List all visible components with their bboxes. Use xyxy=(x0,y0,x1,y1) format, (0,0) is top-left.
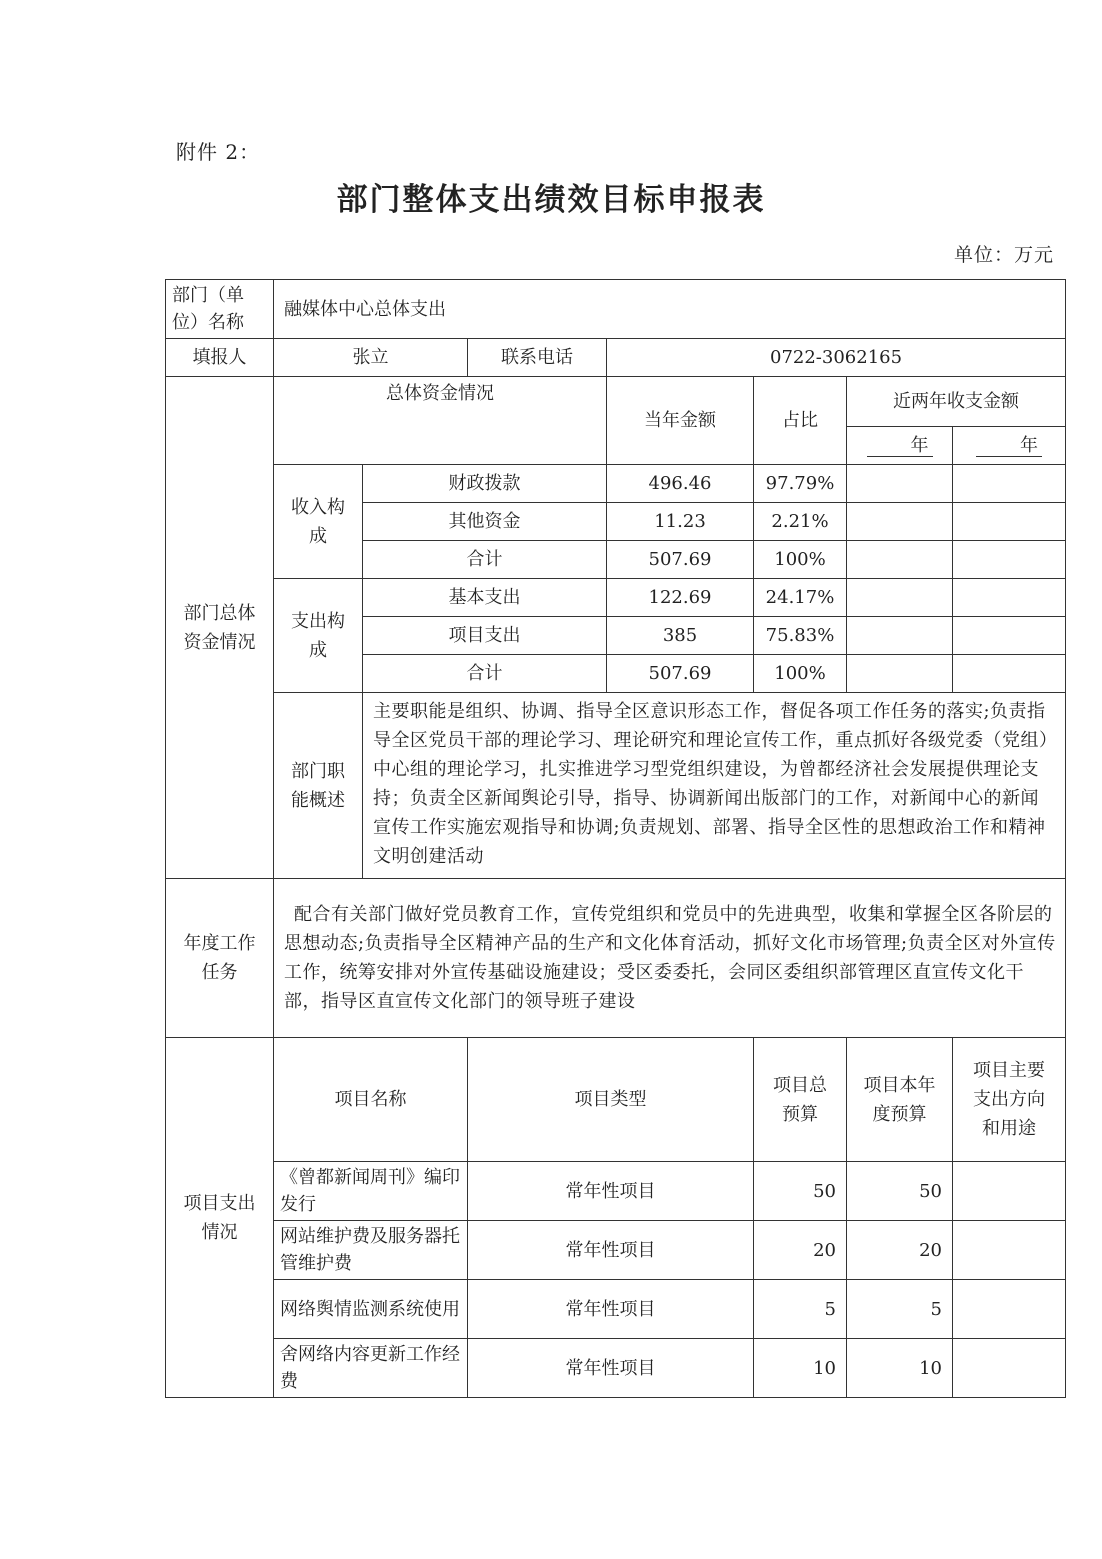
year-cell-1 xyxy=(847,427,953,465)
income-total-ratio: 100% xyxy=(754,541,847,579)
functions-label: 部门职能概述 xyxy=(274,693,363,879)
project-annual: 20 xyxy=(847,1221,953,1280)
functions-row xyxy=(166,693,1066,879)
expense-row xyxy=(166,579,1066,617)
projects-header-annual: 项目本年度预算 xyxy=(847,1038,953,1162)
recent-cell xyxy=(953,617,1066,655)
income-row xyxy=(166,465,1066,503)
project-name: 网络舆情监测系统使用 xyxy=(274,1280,468,1339)
annual-tasks-text: 配合有关部门做好党员教育工作，宣传党组织和党员中的先进典型，收集和掌握全区各阶层的思想动态;负责指导全区精神产品的生产和文化体育活动，抓好文化市场管理;负责全区对外宣传工作，统筹安排对外宣传基础设施建设；受区委委托，会同区委组织部管理区直宣传文化干部，指导区直宣传文化部门的领导班子建设 xyxy=(274,879,1066,1038)
year-suffix-2: 年 xyxy=(976,436,1042,457)
project-row xyxy=(166,1339,1066,1398)
project-purpose xyxy=(953,1280,1066,1339)
income-total-amount: 507.69 xyxy=(607,541,754,579)
project-row xyxy=(166,1280,1066,1339)
attachment-label: 附件 2： xyxy=(176,140,261,164)
annual-tasks-row xyxy=(166,879,1066,1038)
recent-cell xyxy=(847,655,953,693)
project-purpose xyxy=(953,1162,1066,1221)
income-name: 其他资金 xyxy=(363,503,607,541)
income-ratio: 2.21% xyxy=(754,503,847,541)
year-suffix-1: 年 xyxy=(867,436,933,457)
unit-label: 单位：万元 xyxy=(953,244,1054,266)
project-type: 常年性项目 xyxy=(468,1221,754,1280)
project-row xyxy=(166,1162,1066,1221)
project-purpose xyxy=(953,1221,1066,1280)
expense-name: 项目支出 xyxy=(363,617,607,655)
recent-cell xyxy=(847,541,953,579)
project-type: 常年性项目 xyxy=(468,1339,754,1398)
project-name: 舍网络内容更新工作经费 xyxy=(274,1339,468,1398)
project-name: 网站维护费及服务器托管维护费 xyxy=(274,1221,468,1280)
project-total: 50 xyxy=(754,1162,847,1221)
recent-cell xyxy=(847,503,953,541)
funds-header-amount: 当年金额 xyxy=(607,377,754,465)
funds-header-overall: 总体资金情况 xyxy=(274,377,607,465)
projects-label: 项目支出情况 xyxy=(166,1038,274,1398)
recent-cell xyxy=(847,617,953,655)
income-amount: 496.46 xyxy=(607,465,754,503)
recent-cell xyxy=(847,579,953,617)
project-annual: 5 xyxy=(847,1280,953,1339)
project-type: 常年性项目 xyxy=(468,1162,754,1221)
page-title: 部门整体支出绩效目标申报表 xyxy=(336,182,766,218)
expense-total-name: 合计 xyxy=(363,655,607,693)
income-name: 财政拨款 xyxy=(363,465,607,503)
recent-cell xyxy=(953,465,1066,503)
funds-header-row xyxy=(166,377,1066,427)
filler-label: 填报人 xyxy=(166,339,274,377)
year-cell-2 xyxy=(953,427,1066,465)
project-row xyxy=(166,1221,1066,1280)
funds-header-recent: 近两年收支金额 xyxy=(847,377,1066,427)
filler-row xyxy=(166,339,1066,377)
recent-cell xyxy=(953,503,1066,541)
phone-value: 0722-3062165 xyxy=(607,339,1066,377)
project-annual: 50 xyxy=(847,1162,953,1221)
recent-cell xyxy=(847,465,953,503)
projects-header-row xyxy=(166,1038,1066,1162)
recent-cell xyxy=(953,655,1066,693)
dept-row xyxy=(166,280,1066,339)
project-total: 20 xyxy=(754,1221,847,1280)
projects-header-type: 项目类型 xyxy=(468,1038,754,1162)
performance-target-form xyxy=(165,279,1066,1398)
project-type: 常年性项目 xyxy=(468,1280,754,1339)
filler-name: 张立 xyxy=(274,339,468,377)
dept-value: 融媒体中心总体支出 xyxy=(274,280,1066,339)
project-total: 10 xyxy=(754,1339,847,1398)
expense-total-ratio: 100% xyxy=(754,655,847,693)
income-amount: 11.23 xyxy=(607,503,754,541)
project-purpose xyxy=(953,1339,1066,1398)
expense-ratio: 24.17% xyxy=(754,579,847,617)
funds-header-ratio: 占比 xyxy=(754,377,847,465)
dept-label: 部门（单位）名称 xyxy=(166,280,274,339)
expense-amount: 122.69 xyxy=(607,579,754,617)
project-annual: 10 xyxy=(847,1339,953,1398)
projects-header-purpose: 项目主要支出方向和用途 xyxy=(953,1038,1066,1162)
expense-label: 支出构成 xyxy=(274,579,363,693)
annual-tasks-label: 年度工作任务 xyxy=(166,879,274,1038)
phone-label: 联系电话 xyxy=(468,339,607,377)
recent-cell xyxy=(953,541,1066,579)
projects-header-total: 项目总预算 xyxy=(754,1038,847,1162)
recent-cell xyxy=(953,579,1066,617)
projects-header-name: 项目名称 xyxy=(274,1038,468,1162)
income-label: 收入构成 xyxy=(274,465,363,579)
project-name: 《曾都新闻周刊》编印发行 xyxy=(274,1162,468,1221)
funds-section-label: 部门总体资金情况 xyxy=(166,377,274,879)
income-ratio: 97.79% xyxy=(754,465,847,503)
expense-name: 基本支出 xyxy=(363,579,607,617)
expense-amount: 385 xyxy=(607,617,754,655)
income-total-name: 合计 xyxy=(363,541,607,579)
expense-total-amount: 507.69 xyxy=(607,655,754,693)
functions-text: 主要职能是组织、协调、指导全区意识形态工作，督促各项工作任务的落实;负责指导全区党员干部的理论学习、理论研究和理论宣传工作，重点抓好各级党委（党组）中心组的理论学习，扎实推进学习型党组织建设，为曾都经济社会发展提供理论支持；负责全区新闻舆论引导，指导、协调新闻出版部门的工作，对新闻中心的新闻宣传工作实施宏观指导和协调;负责规划、部署、指导全区性的思想政治工作和精神文明创建活动 xyxy=(363,693,1066,879)
project-total: 5 xyxy=(754,1280,847,1339)
expense-ratio: 75.83% xyxy=(754,617,847,655)
